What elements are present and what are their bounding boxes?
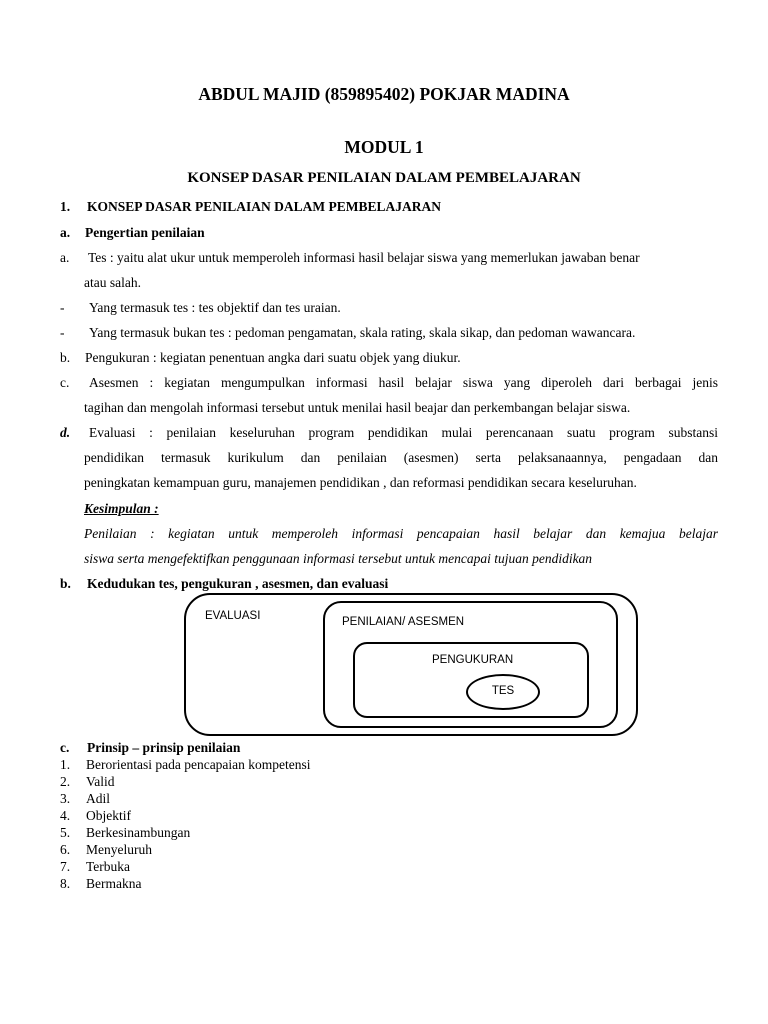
tes-marker: a.: [60, 250, 70, 265]
c-line-2: tagihan dan mengolah informasi tersebut untuk menilai hasil beajar dan perkembangan belajar siswa.: [84, 400, 631, 415]
d-line-1: Evaluasi : penilaian keseluruhan program pendidikan mulai perencanaan suatu program substansi: [89, 425, 718, 440]
dash-1-marker: -: [60, 300, 65, 315]
conclusion-heading: Kesimpulan :: [84, 501, 159, 516]
module-subtitle: KONSEP DASAR PENILAIAN DALAM PEMBELAJARAN: [187, 170, 581, 186]
principle-number: 7.: [60, 859, 71, 874]
conclusion-line-1: Penilaian : kegiatan untuk memperoleh informasi pencapaian hasil belajar dan kemajua belajar: [84, 526, 718, 541]
section-c-marker: c.: [60, 740, 70, 755]
principle-item: Terbuka: [86, 859, 131, 874]
b-text: Pengukuran : kegiatan penentuan angka dari suatu objek yang diukur.: [85, 350, 461, 365]
dash-1-text: Yang termasuk tes : tes objektif dan tes uraian.: [89, 300, 341, 315]
principle-item: Berorientasi pada pencapaian kompetensi: [86, 757, 311, 772]
c-line-1: Asesmen : kegiatan mengumpulkan informasi hasil belajar siswa yang diperoleh dari berbagai jenis: [89, 375, 718, 390]
section-c-title: Prinsip – prinsip penilaian: [87, 740, 241, 755]
principle-item: Bermakna: [86, 876, 142, 891]
section-b-title: Kedudukan tes, pengukuran , asesmen, dan evaluasi: [87, 576, 389, 591]
principle-number: 5.: [60, 825, 71, 840]
section-a-title: Pengertian penilaian: [85, 225, 205, 240]
module-title: MODUL 1: [344, 137, 424, 157]
tes-label: TES: [491, 685, 515, 697]
pengukuran-label: PENGUKURAN: [432, 654, 514, 666]
penilaian-label: PENILAIAN/ ASESMEN: [342, 616, 465, 628]
principle-item: Berkesinambungan: [86, 825, 191, 840]
section-1-title: KONSEP DASAR PENILAIAN DALAM PEMBELAJARAN: [87, 199, 442, 214]
principle-number: 6.: [60, 842, 71, 857]
c-marker: c.: [60, 375, 70, 390]
d-marker: d.: [60, 425, 71, 440]
section-b-marker: b.: [60, 576, 71, 591]
principle-item: Menyeluruh: [86, 842, 152, 857]
evaluasi-label: EVALUASI: [205, 610, 261, 622]
principle-item: Valid: [86, 774, 115, 789]
principle-item: Adil: [86, 791, 111, 806]
tes-line-2: atau salah.: [84, 275, 141, 290]
principle-number: 3.: [60, 791, 71, 806]
section-a-marker: a.: [60, 225, 71, 240]
principle-number: 1.: [60, 757, 71, 772]
section-1-number: 1.: [60, 199, 71, 214]
author-heading: ABDUL MAJID (859895402) POKJAR MADINA: [198, 84, 570, 104]
principle-number: 4.: [60, 808, 71, 823]
b-marker: b.: [60, 350, 71, 365]
dash-2-marker: -: [60, 325, 65, 340]
tes-line-1: Tes : yaitu alat ukur untuk memperoleh informasi hasil belajar siswa yang memerlukan jawaban benar: [88, 250, 640, 265]
conclusion-line-2: siswa serta mengefektifkan penggunaan informasi tersebut untuk mencapai tujuan pendidikan: [84, 551, 593, 566]
dash-2-text: Yang termasuk bukan tes : pedoman pengamatan, skala rating, skala sikap, dan pedoman wawancara.: [89, 325, 636, 340]
principle-number: 8.: [60, 876, 71, 891]
principle-item: Objektif: [86, 808, 131, 823]
principle-number: 2.: [60, 774, 71, 789]
d-line-2: pendidikan termasuk kurikulum dan penilaian (asesmen) serta pelaksanaannya, pengadaan dan: [84, 450, 718, 465]
d-line-3: peningkatan kemampuan guru, manajemen pendidikan , dan reformasi pendidikan secara keseluruhan.: [84, 475, 637, 490]
